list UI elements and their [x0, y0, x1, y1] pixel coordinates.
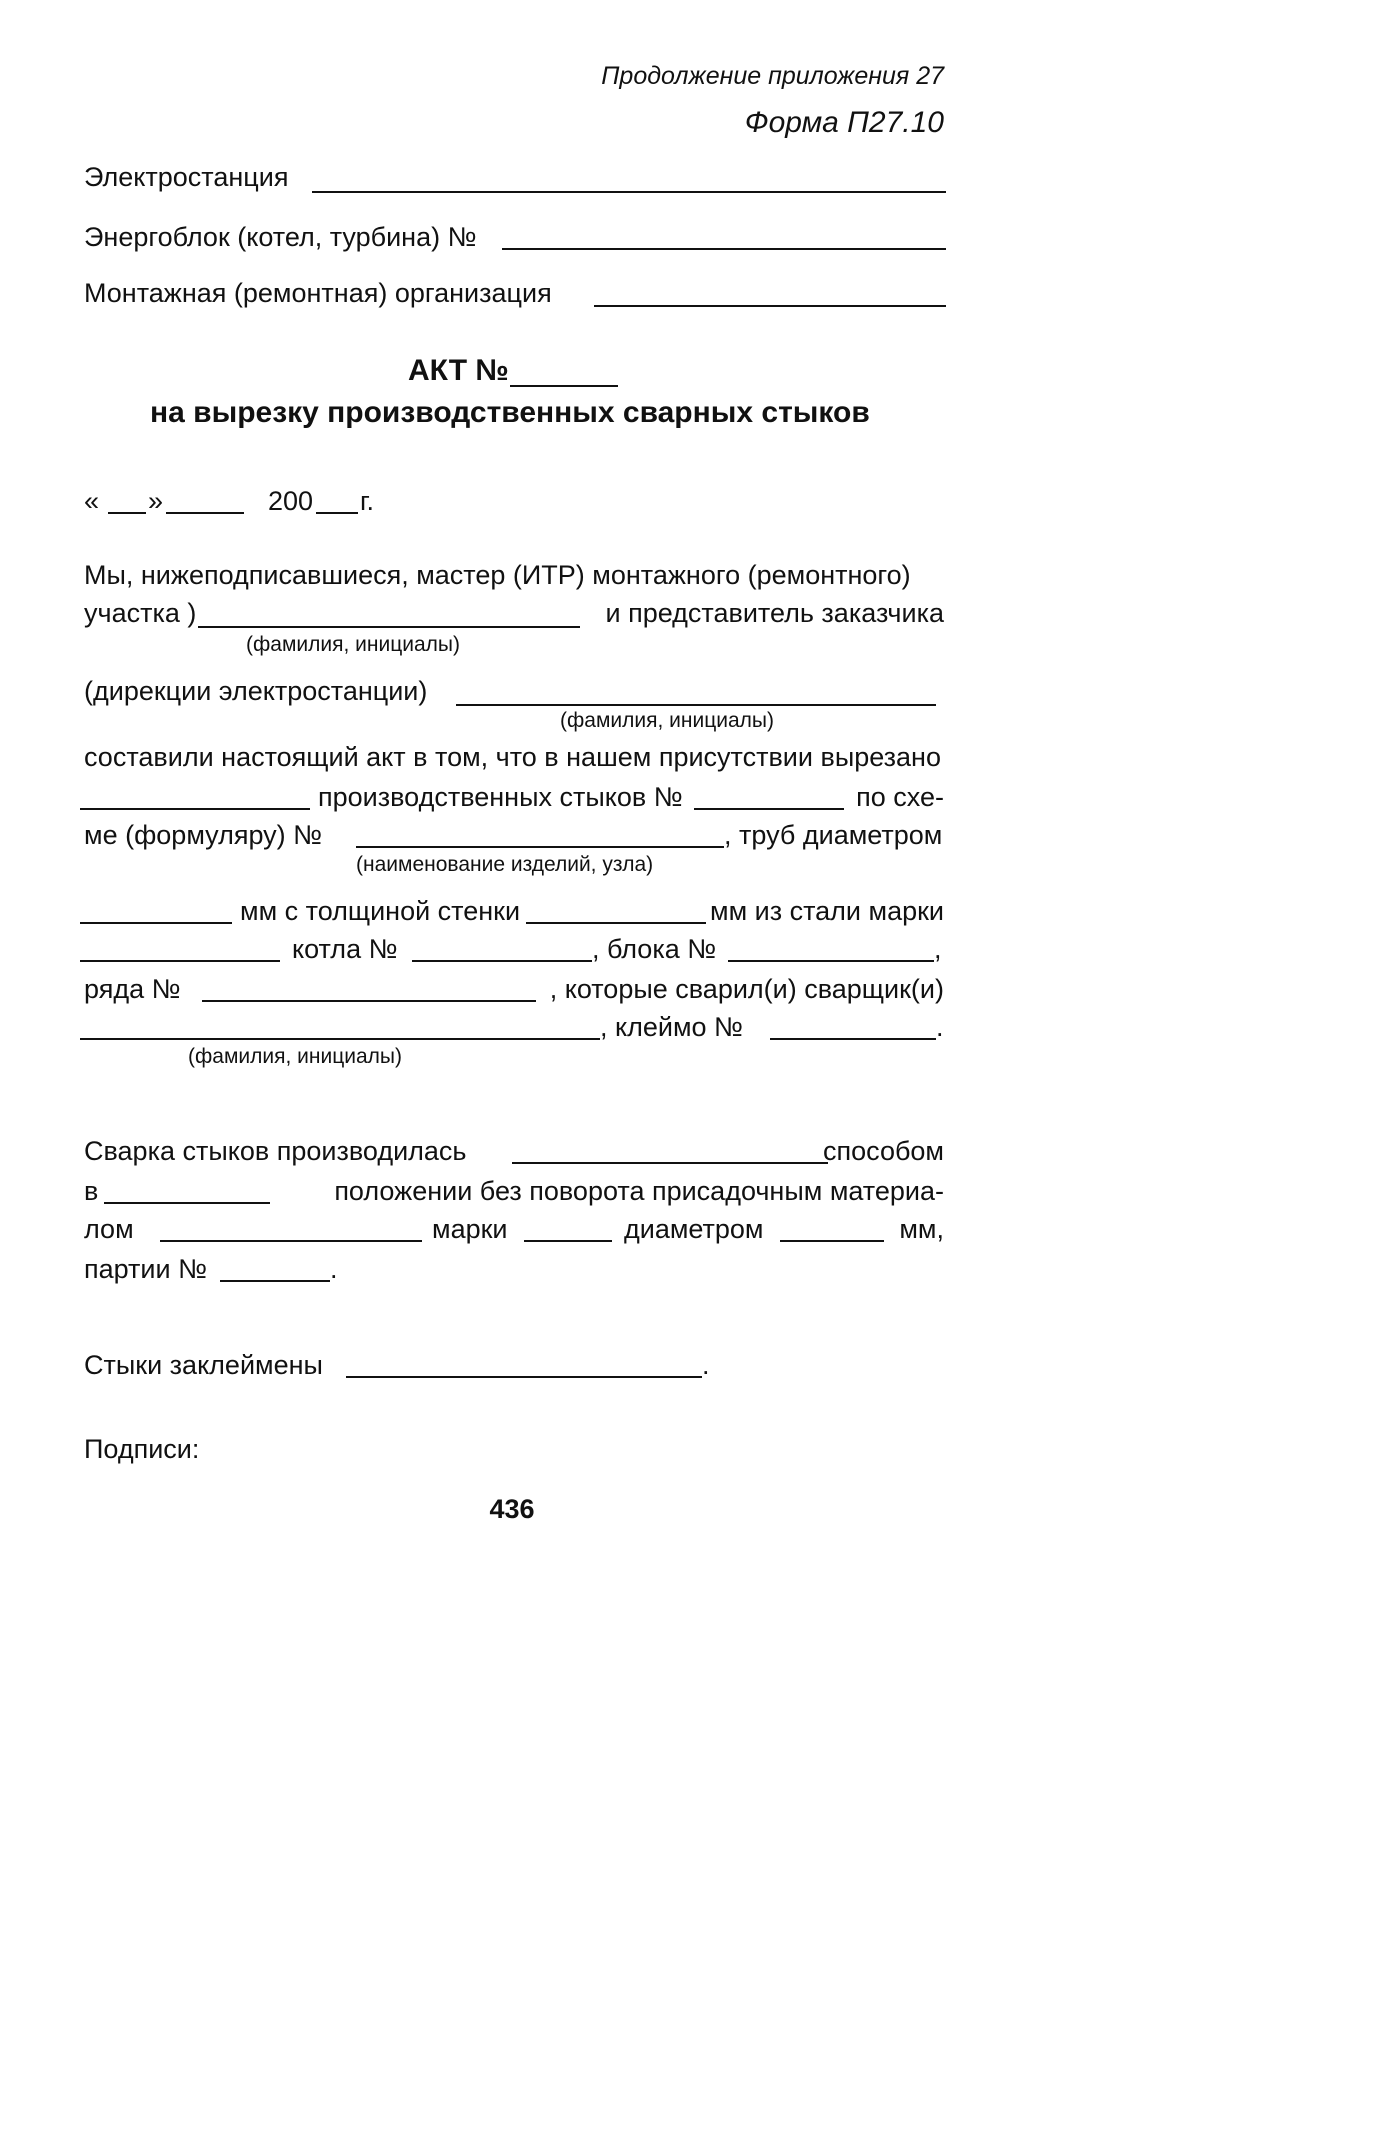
date-year-field[interactable] [316, 512, 358, 514]
date-year-suffix: г. [360, 486, 375, 516]
act-title: АКТ № [408, 354, 509, 387]
p1-line1: Мы, нижеподписавшиеся, мастер (ИТР) монтажного (ремонтного) [84, 560, 911, 590]
master-name-field[interactable] [198, 626, 580, 628]
p2-line3-grade: марки [432, 1214, 508, 1244]
p2-line3-start: лом [84, 1214, 134, 1244]
stamped-end: . [702, 1350, 710, 1380]
steel-grade-field[interactable] [80, 960, 280, 962]
act-number-field[interactable] [510, 385, 618, 387]
block-number-field[interactable] [728, 960, 934, 962]
continuation-note: Продолжение приложения 27 [601, 62, 944, 90]
p1-line7-mid: мм с толщиной стенки [240, 896, 521, 926]
row-number-field[interactable] [202, 1000, 536, 1002]
p1-line8-block: , блока № [592, 934, 717, 964]
organization-label: Монтажная (ремонтная) организация [84, 278, 552, 308]
p1-line2-end: и представитель заказчика [605, 598, 944, 628]
welder-name-field[interactable] [80, 1038, 600, 1040]
date-year-prefix: 200 [268, 486, 314, 516]
p1-line5-mid: производственных стыков № [318, 782, 683, 812]
signatures-label: Подписи: [84, 1434, 200, 1464]
date-open-quote: « [84, 486, 100, 516]
batch-number-field[interactable] [220, 1280, 330, 1282]
p1-line9-end: , которые сварил(и) сварщик(и) [549, 974, 944, 1004]
p1-line9-start: ряда № [84, 974, 181, 1004]
date-day-field[interactable] [108, 512, 146, 514]
master-name-caption: (фамилия, инициалы) [246, 633, 460, 656]
customer-name-caption: (фамилия, инициалы) [560, 709, 774, 732]
scheme-number-field[interactable] [356, 846, 724, 848]
wall-thickness-field[interactable] [526, 922, 706, 924]
stamp-number-field[interactable] [770, 1038, 936, 1040]
welding-method-field[interactable] [512, 1162, 828, 1164]
p2-line1-start: Сварка стыков производилась [84, 1136, 467, 1166]
unit-field[interactable] [502, 248, 946, 250]
customer-name-field[interactable] [456, 704, 936, 706]
welding-position-field[interactable] [104, 1202, 270, 1204]
p2-line1-end: способом [823, 1136, 944, 1166]
p1-line8-end: , [934, 934, 942, 964]
filler-grade-field[interactable] [524, 1240, 612, 1242]
p1-line2-start: участка ) [84, 598, 197, 628]
filler-material-field[interactable] [160, 1240, 422, 1242]
organization-field[interactable] [594, 305, 946, 307]
p1-line8-mid: котла № [292, 934, 398, 964]
scheme-caption: (наименование изделий, узла) [356, 853, 654, 876]
p2-line4-end: . [330, 1254, 338, 1284]
p1-line5-end: по схе- [856, 782, 944, 812]
unit-label: Энергоблок (котел, турбина) № [84, 222, 477, 252]
joints-count-field[interactable] [80, 808, 310, 810]
stamped-label: Стыки заклеймены [84, 1350, 323, 1380]
p1-line3: (дирекции электростанции) [84, 676, 428, 706]
act-subtitle: на вырезку производственных сварных стыков [150, 396, 870, 429]
boiler-number-field[interactable] [412, 960, 592, 962]
p2-line2-start: в [84, 1176, 99, 1206]
welder-name-caption: (фамилия, инициалы) [188, 1045, 402, 1068]
p2-line3-end: мм, [899, 1214, 944, 1244]
page-number: 436 [489, 1494, 535, 1524]
p1-line6-start: ме (формуляру) № [84, 820, 323, 850]
p1-line10-mid: , клеймо № [600, 1012, 744, 1042]
joint-numbers-field[interactable] [694, 808, 844, 810]
p1-line10-end: . [936, 1012, 944, 1042]
p2-line2-end: положении без поворота присадочным материа- [334, 1176, 944, 1206]
date-close-quote: » [148, 486, 164, 516]
filler-diameter-field[interactable] [780, 1240, 884, 1242]
station-field[interactable] [312, 191, 946, 193]
p1-line7-end: мм из стали марки [710, 896, 944, 926]
station-label: Электростанция [84, 162, 289, 192]
p2-line3-diameter: диаметром [624, 1214, 764, 1244]
pipe-diameter-field[interactable] [80, 922, 232, 924]
p2-line4-start: партии № [84, 1254, 208, 1284]
date-month-field[interactable] [166, 512, 244, 514]
stamped-field[interactable] [346, 1376, 702, 1378]
p1-line6-end: , труб диаметром [724, 820, 943, 850]
form-number: Форма П27.10 [744, 106, 944, 139]
p1-line4: составили настоящий акт в том, что в нашем присутствии вырезано [84, 742, 941, 772]
